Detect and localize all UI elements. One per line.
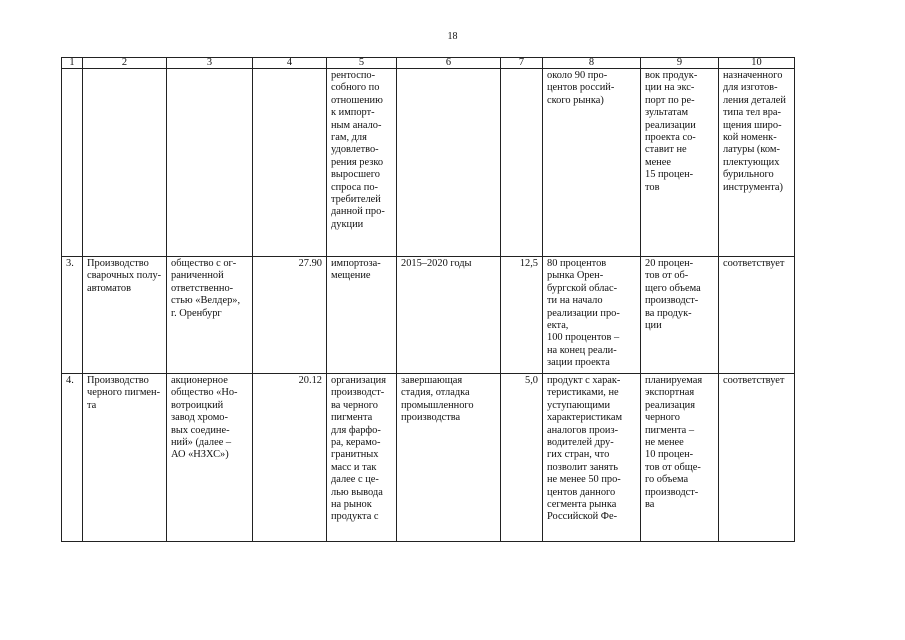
column-number: 6 — [397, 58, 501, 69]
table-row — [62, 69, 795, 257]
compliance: назначенного для изготов- ления деталей типа тел вра- щения широ- кой номенк- латуры (ком- плектующих бурильного инструмента) — [719, 69, 795, 257]
company-name: акционерное общество «Но- вотроицкий завод хромо- вых соедине- ний» (далее – АО «НЗХС») — [167, 374, 253, 542]
market-share: около 90 про- центов россий- ского рынка) — [543, 69, 641, 257]
compliance: соответствует — [719, 374, 795, 542]
column-number: 4 — [253, 58, 327, 69]
project-share: 5,0 — [501, 374, 543, 542]
compliance: соответствует — [719, 257, 795, 374]
export-share: вок продук- ции на экс- порт по ре- зультатам реализации проекта со- ставит не менее 15 процен- тов — [641, 69, 719, 257]
project-goal: организация производст- ва черного пигмента для фарфо- ра, керамо- гранитных масс и так далее с це- лью вывода на рынок продукта с — [327, 374, 397, 542]
project-goal: рентоспо- собного по отношению к импорт- ным анало- гам, для удовлетво- рения резко выросшего спроса по- требителей данной про- дукции — [327, 69, 397, 257]
row-number: 4. — [62, 374, 83, 542]
page-number: 18 — [447, 31, 458, 42]
column-number: 7 — [501, 58, 543, 69]
projects-table — [61, 57, 795, 542]
export-share: планируемая экспортная реализация черного пигмента – не менее 10 процен- тов от обще- го объема производст- ва — [641, 374, 719, 542]
project-name — [83, 69, 167, 257]
column-number: 8 — [543, 58, 641, 69]
market-share: продукт с харак- теристиками, не уступающими характеристикам аналогов произ- водителей дру- гих стран, что позволит занять не менее 50 про- центов данного сегмента рынка Российской Фе- — [543, 374, 641, 542]
row-number: 3. — [62, 257, 83, 374]
column-number-row — [62, 58, 795, 69]
project-cost — [253, 69, 327, 257]
column-number: 9 — [641, 58, 719, 69]
project-term — [397, 69, 501, 257]
table-row — [62, 374, 795, 542]
export-share: 20 процен- тов от об- щего объема производст- ва продук- ции — [641, 257, 719, 374]
company-name: общество с ог- раниченной ответственно- стью «Велдер», г. Оренбург — [167, 257, 253, 374]
column-number: 5 — [327, 58, 397, 69]
company-name — [167, 69, 253, 257]
table-row — [62, 257, 795, 374]
column-number: 10 — [719, 58, 795, 69]
column-number: 1 — [62, 58, 83, 69]
project-term: 2015–2020 годы — [397, 257, 501, 374]
column-number: 3 — [167, 58, 253, 69]
project-share: 12,5 — [501, 257, 543, 374]
project-share — [501, 69, 543, 257]
project-cost: 20.12 — [253, 374, 327, 542]
market-share: 80 процентов рынка Орен- бургской облас- ти на начало реализации про- екта, 100 процентов – на конец реали- зации проекта — [543, 257, 641, 374]
project-name: Производство черного пигмен- та — [83, 374, 167, 542]
project-goal: импортоза- мещение — [327, 257, 397, 374]
project-cost: 27.90 — [253, 257, 327, 374]
project-name: Производство сварочных полу- автоматов — [83, 257, 167, 374]
project-term: завершающая стадия, отладка промышленного производства — [397, 374, 501, 542]
row-number — [62, 69, 83, 257]
column-number: 2 — [83, 58, 167, 69]
